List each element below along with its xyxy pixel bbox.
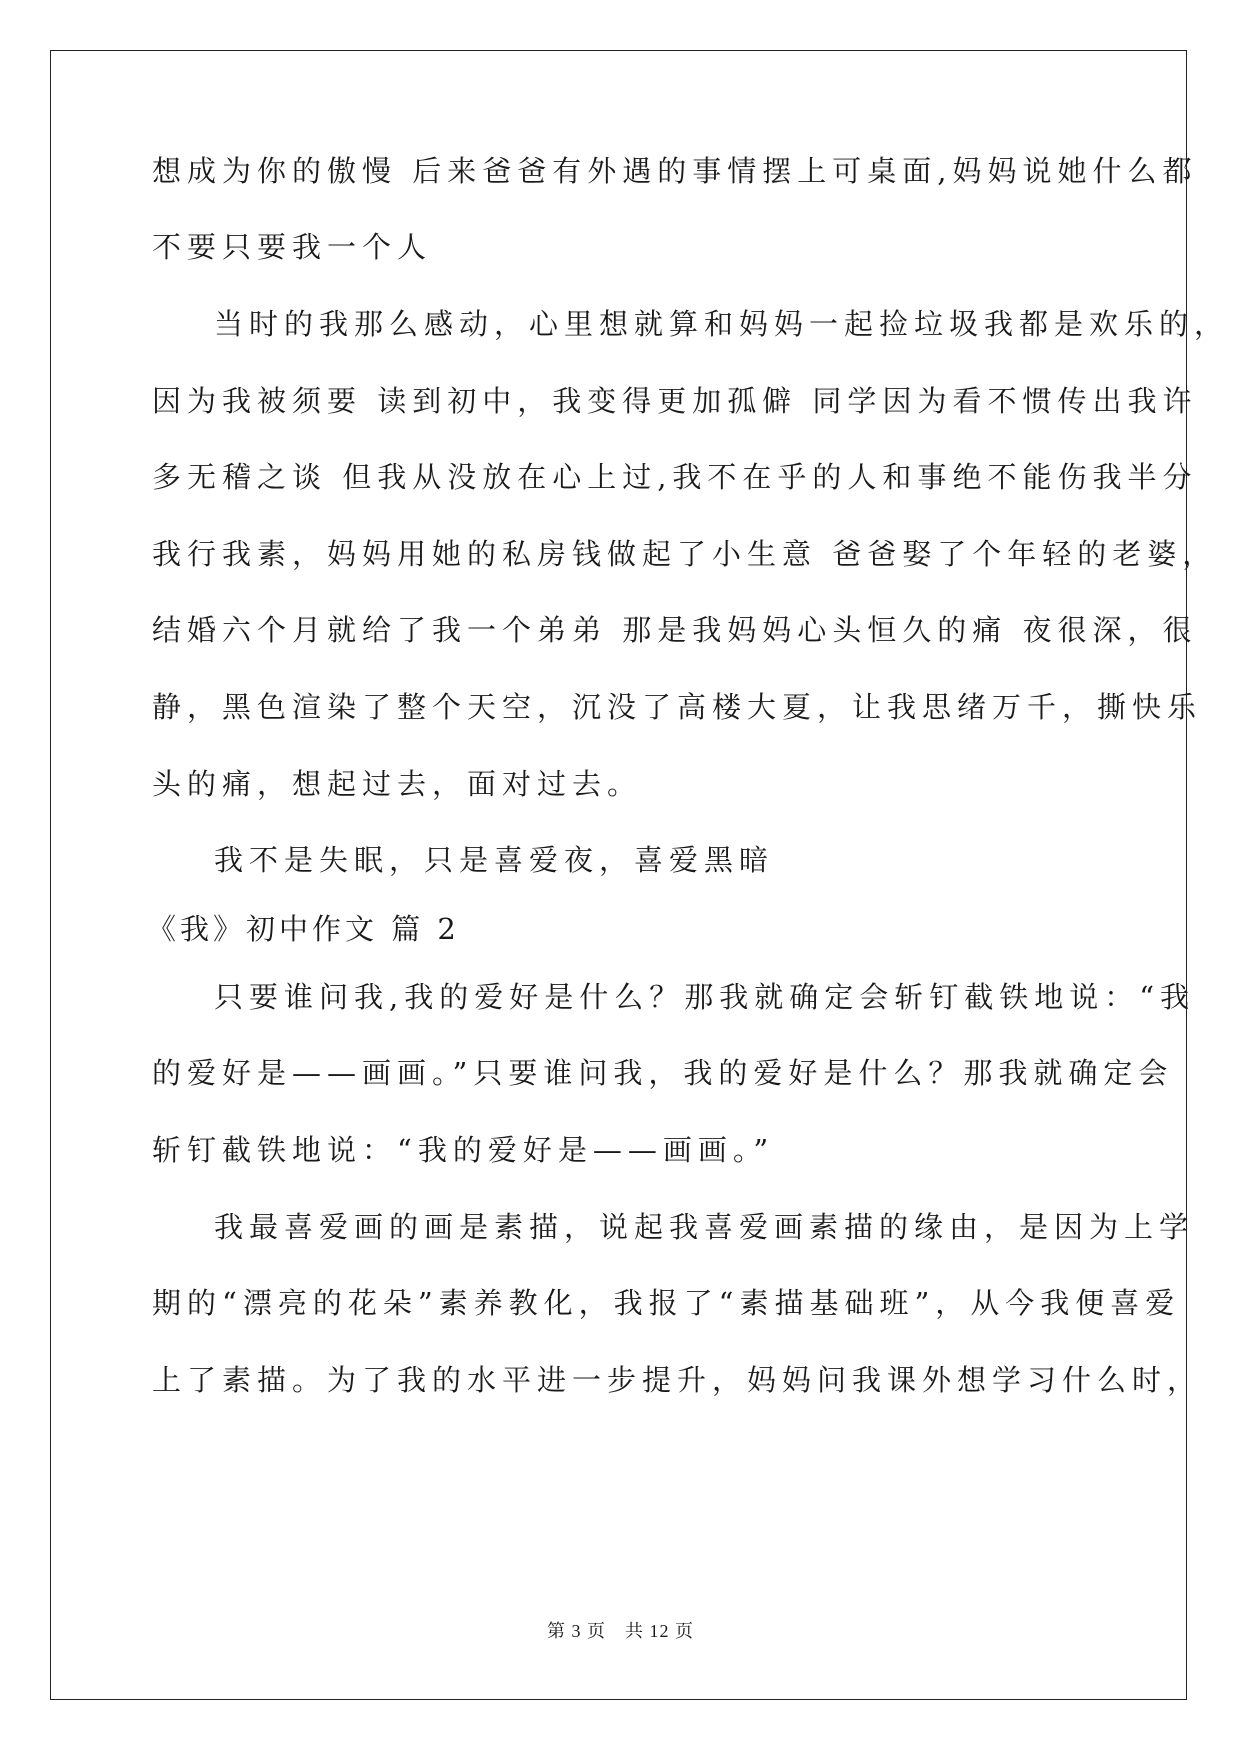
text-line: 的爱好是——画画。”只要谁问我，我的爱好是什么？那我就确定会 bbox=[152, 1056, 1174, 1090]
text-line: 多无稽之谈 但我从没放在心上过,我不在乎的人和事绝不能伤我半分 bbox=[152, 460, 1198, 494]
text-line: 想成为你的傲慢 后来爸爸有外遇的事情摆上可桌面,妈妈说她什么都 bbox=[152, 154, 1198, 188]
text-line: 因为我被须要 读到初中，我变得更加孤僻 同学因为看不惯传出我许 bbox=[152, 384, 1198, 418]
text-line: 当时的我那么感动，心里想就算和妈妈一起捡垃圾我都是欢乐的， bbox=[214, 307, 1230, 341]
page-footer: 第 3 页 共 12 页 bbox=[547, 1621, 694, 1641]
text-line: 我不是失眠，只是喜爱夜，喜爱黑暗 bbox=[214, 843, 775, 877]
section-heading: 《我》初中作文 篇 2 bbox=[147, 912, 460, 946]
text-line: 我最喜爱画的画是素描，说起我喜爱画素描的缘由，是因为上学 bbox=[214, 1210, 1195, 1244]
text-line: 头的痛，想起过去，面对过去。 bbox=[152, 767, 643, 801]
text-line: 期的“漂亮的花朵”素养教化，我报了“素描基础班”，从今我便喜爱 bbox=[152, 1286, 1181, 1320]
text-line: 上了素描。为了我的水平进一步提升，妈妈问我课外想学习什么时， bbox=[152, 1363, 1203, 1397]
text-line: 只要谁问我,我的爱好是什么？那我就确定会斩钉截铁地说：“我 bbox=[214, 980, 1196, 1014]
text-line: 斩钉截铁地说：“我的爱好是——画画。” bbox=[152, 1133, 775, 1167]
text-line: 不要只要我一个人 bbox=[152, 230, 433, 264]
text-line: 静，黑色渲染了整个天空，沉没了高楼大夏，让我思绪万千，撕快乐 bbox=[152, 690, 1203, 724]
text-line: 结婚六个月就给了我一个弟弟 那是我妈妈心头恒久的痛 夜很深，很 bbox=[152, 613, 1198, 647]
text-line: 我行我素，妈妈用她的私房钱做起了小生意 爸爸娶了个年轻的老婆， bbox=[152, 537, 1218, 571]
